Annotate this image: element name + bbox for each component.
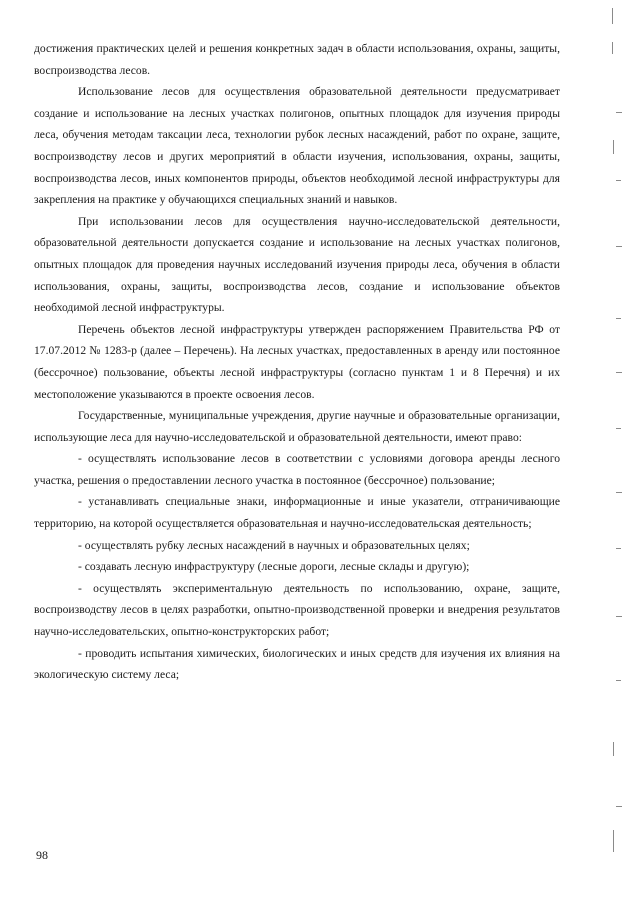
scan-mark <box>616 492 622 493</box>
scan-mark <box>613 742 614 756</box>
list-item-install-signs: - устанавливать специальные знаки, информационные и иные указатели, отграничивающие территорию, на которой осуществляется образовательная и научно-исследовательская деятельность; <box>34 495 560 531</box>
scan-mark <box>616 428 621 429</box>
paragraph-continuation: достижения практических целей и решения конкретных задач в области использования, охраны, защиты, воспроизводства лесов. <box>34 42 560 77</box>
scan-mark <box>616 806 622 807</box>
scan-mark <box>613 140 614 154</box>
list-item-logging: - осуществлять рубку лесных насаждений в научных и образовательных целях; <box>78 538 470 552</box>
list-item-infrastructure: - создавать лесную инфраструктуру (лесные дороги, лесные склады и другую); <box>78 560 470 574</box>
paragraph-organizations-rights: Государственные, муниципальные учреждения, другие научные и образовательные организации, использующие леса для научно-исследовательской и образовательной деятельности, имеют право: <box>34 409 560 444</box>
list-item-experimental: - осуществлять экспериментальную деятельность по использованию, охране, защите, воспроизводству лесов в целях разработки, опытно-производственной проверки и внедрения результатов научно-исследовательских, опытно-конструкторских работ; <box>34 581 560 639</box>
paragraph-research-use: При использовании лесов для осуществления научно-исследовательской деятельности, образовательной деятельности допускается создание и использование на лесных участках полигонов, опытных площадок для проведения научных исследований изучения природы леса, обучения в области использования, охраны, защиты, воспроизводства лесов, создание и использование объектов необходимой лесной инфраструктуры. <box>34 214 560 315</box>
scan-mark <box>616 372 622 373</box>
scan-mark <box>613 830 614 852</box>
scan-mark <box>616 680 621 681</box>
paragraph-infrastructure-list: Перечень объектов лесной инфраструктуры утвержден распоряжением Правительства РФ от 17.07.2012 № 1283-р (далее – Перечень). На лесных участках, предоставленных в аренду или постоянное (бессрочное) пользование, объекты лесной инфраструктуры (согласно пунктам 1 и 8 Перечня) и их местоположение указываются в проекте освоения лесов. <box>34 322 560 401</box>
page-number: 98 <box>36 848 48 862</box>
scan-mark <box>612 42 613 54</box>
scan-mark <box>616 112 622 113</box>
list-item-testing: - проводить испытания химических, биологических и иных средств для изучения их влияния на экологическую систему леса; <box>34 646 560 682</box>
paragraph-educational-use: Использование лесов для осуществления образовательной деятельности предусматривает создание и использование на лесных участках полигонов, опытных площадок для изучения природы леса, обучения методам таксации леса, технологии рубок лесных насаждений, работ по охране, защите, воспроизводству лесов и других мероприятий в области изучения, использования, охраны, защиты, воспроизводства лесов, иных компонентов природы, объектов необходимой лесной инфраструктуры для закрепления на практике у обучающихся специальных знаний и навыков. <box>34 85 560 207</box>
scan-mark <box>612 8 613 24</box>
scan-mark <box>616 246 622 247</box>
scan-mark <box>616 180 621 181</box>
page-text <box>34 38 560 686</box>
list-item-use-rights: - осуществлять использование лесов в соответствии с условиями договора аренды лесного участка, решения о предоставлении лесного участка в постоянное (бессрочное) пользование; <box>34 452 560 487</box>
scan-mark <box>616 318 621 319</box>
scan-mark <box>616 548 621 549</box>
scan-mark <box>616 616 622 617</box>
